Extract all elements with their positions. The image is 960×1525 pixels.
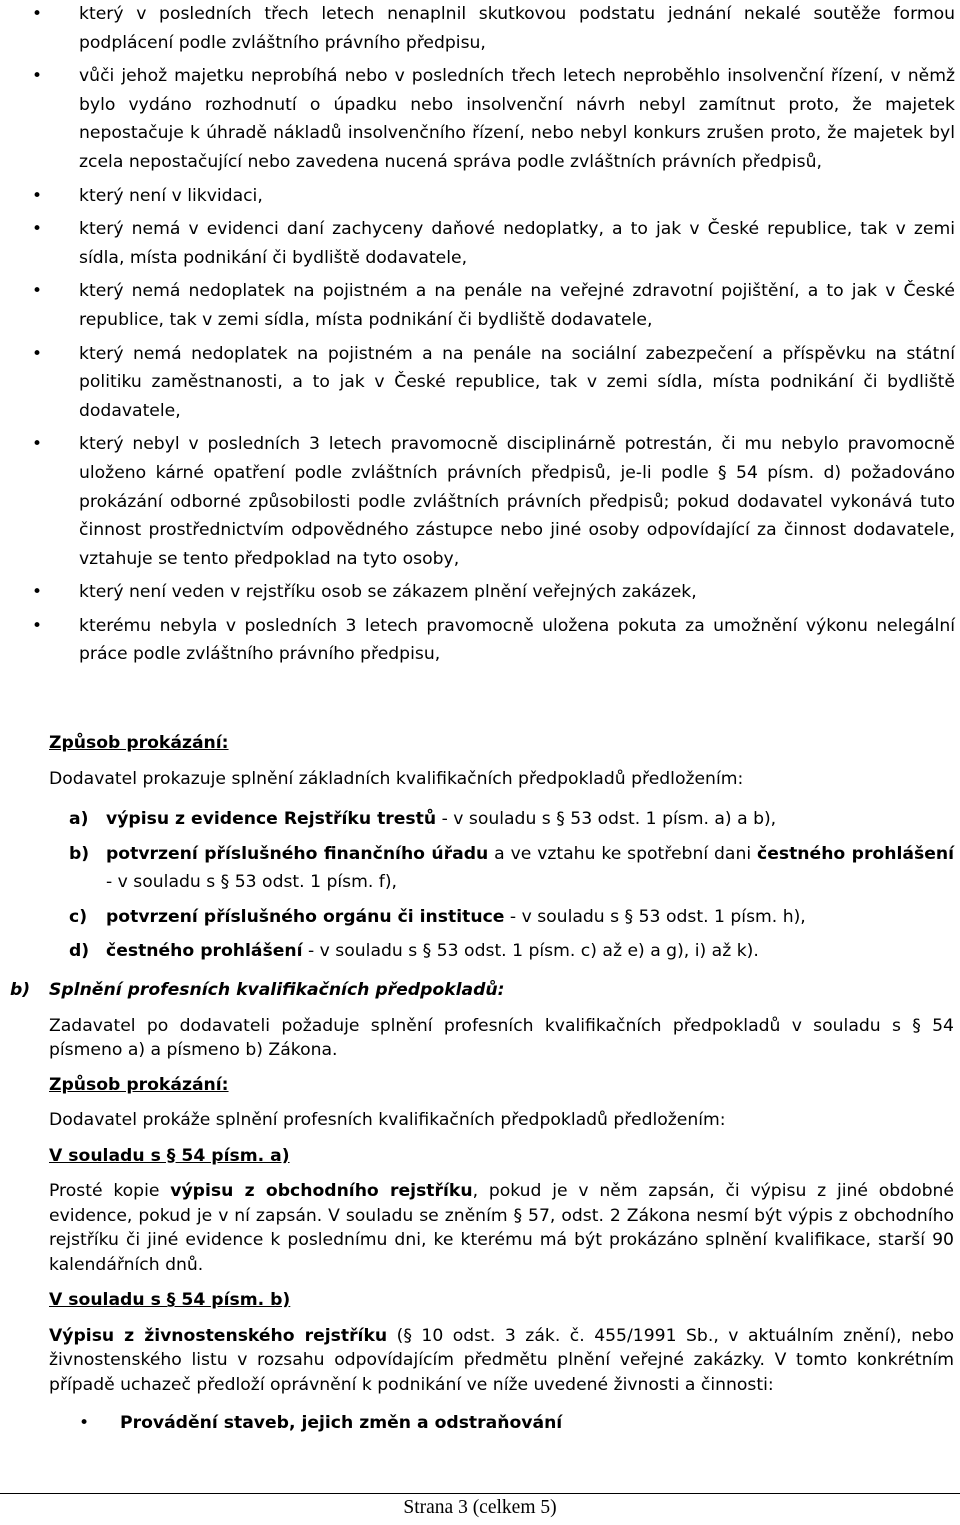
- zpusob-prokazani-text: Dodavatel prokáže splnění profesních kvalifikačních předpokladů předložením:: [49, 1110, 726, 1130]
- text-run: Prosté kopie: [49, 1181, 171, 1201]
- vypis-text: [49, 1324, 954, 1398]
- page-footer: Strana 3 (celkem 5): [403, 1497, 557, 1518]
- evidence-item-c: [49, 903, 954, 932]
- list-item: • který nemá nedoplatek na pojistném a na penále na veřejné zdravotní pojištění, a to jak v České republice, tak v zemi sídla, místa podnikání či bydliště dodavatele,: [0, 277, 960, 334]
- item-bold: potvrzení příslušného finančního úřadu: [106, 843, 489, 864]
- zpusob-prokazani-text: Dodavatel prokazuje splnění základních kvalifikačních předpokladů předložením:: [49, 768, 744, 789]
- list-item: • kterému nebyla v posledních 3 letech pravomocně uložena pokuta za umožnění výkonu nelegální práce podle zvláštního právního předpisu,: [0, 612, 960, 669]
- list-item: • který nemá v evidenci daní zachyceny daňové nedoplatky, a to jak v České republice, tak v zemi sídla, místa podnikání či bydliště dodavatele,: [0, 215, 960, 272]
- zadavatel-text: Zadavatel po dodavateli požaduje splnění profesních kvalifikačních předpokladů v souladu s § 54 písmeno a) a písmeno b) Zákona.: [49, 1015, 954, 1060]
- list-item: • který nemá nedoplatek na pojistném a na penále na sociální zabezpečení a příspěvku na státní politiku zaměstnanosti, a to jak v České republice, tak v zemi sídla, místa podnikání či bydliště dodavatele,: [0, 340, 960, 426]
- item-bold: čestného prohlášení: [757, 843, 954, 864]
- text-run: (§ 10 odst. 3 zák. č. 455/1991 Sb.: [387, 1325, 714, 1346]
- item-letter: d): [69, 941, 90, 961]
- item-bold: potvrzení příslušného orgánu či instituce: [106, 906, 505, 927]
- section-b-heading: [10, 976, 954, 1004]
- list-item: • který v posledních třech letech nenaplnil skutkovou podstatu jednání nekalé soutěže formou podplácení podle zvláštního právního předpisu,: [0, 0, 960, 57]
- item-text: a ve vztahu ke spotřební dani: [488, 843, 758, 864]
- section-title: Splnění profesních kvalifikačních předpokladů:: [49, 979, 505, 1000]
- souladu-b-heading: V souladu s § 54 písm. b): [49, 1290, 291, 1310]
- list-item: • který nebyl v posledních 3 letech pravomocně disciplinárně potrestán, či mu nebylo pravomocně uloženo kárné opatření podle zvláštních právních předpisů, je-li podle § 54 písm. d) požadováno prokázání odborné způsobilosti podle zvláštních právních předpisů; pokud dodavatel vykonává tuto činnost prostřednictvím odpovědného zástupce nebo jiné osoby odpovídající za činnost dodavatele, vztahuje se tento předpoklad na tyto osoby,: [0, 430, 960, 573]
- footer-divider: [0, 1493, 960, 1494]
- evidence-list: [49, 805, 954, 966]
- evidence-item-b: [49, 840, 954, 897]
- item-text: - v souladu s § 53 odst. 1 písm. h),: [504, 906, 806, 927]
- proste-kopie-text: [49, 1179, 954, 1277]
- text-run-bold: Výpisu z živnostenského rejstříku: [49, 1325, 388, 1346]
- item-letter: c): [69, 906, 88, 927]
- evidence-item-d: [49, 937, 954, 966]
- item-text: - v souladu s § 53 odst. 1 písm. a) a b),: [436, 809, 777, 829]
- item-text: - v souladu s § 53 odst. 1 písm. f),: [106, 872, 398, 892]
- document-body: [0, 731, 960, 1437]
- zpusob-prokazani-heading: Způsob prokázání:: [49, 1074, 229, 1095]
- criteria-list: [0, 0, 960, 674]
- item-bold: čestného prohlášení: [106, 941, 303, 961]
- list-item: • vůči jehož majetku neprobíhá nebo v posledních třech letech neproběhlo insolvenční řízení, v němž bylo vydáno rozhodnutí o úpadku nebo insolvenční návrh nebyl zamítnut proto, že majetek nepostačuje k úhradě nákladů insolvenčního řízení, nebo nebyl konkurs zrušen proto, že majetek byl zcela nepostačující nebo zavedena nucená správa podle zvláštních právních předpisů,: [0, 62, 960, 176]
- section-letter: b): [10, 979, 31, 1000]
- item-letter: b): [69, 843, 90, 864]
- list-item: • který není v likvidaci,: [0, 182, 960, 211]
- final-bullet-item: • Provádění staveb, jejich změn a odstraňování: [0, 1409, 960, 1437]
- text-run: , pokud je v něm zapsán, či výpisu z jiné obdobné evidence, pokud je v ní zapsán. V souladu se zněním § 57, odst. 2 Zákona nesmí být výpis z obchodního rejstříku či jiné evidence k poslednímu dni, ke kterému má být prokázáno splnění kvalifikace, starší 90 kalendářních dnů.: [49, 1181, 954, 1275]
- text-run-bold: výpisu z obchodního rejstříku: [170, 1181, 473, 1201]
- souladu-a-heading: V souladu s § 54 písm. a): [49, 1145, 290, 1166]
- list-item: • který není veden v rejstříku osob se zákazem plnění veřejných zakázek,: [0, 578, 960, 607]
- item-text: - v souladu s § 53 odst. 1 písm. c) až e) a g), i) až k).: [302, 941, 759, 961]
- zpusob-prokazani-heading: Způsob prokázání:: [49, 733, 229, 753]
- evidence-item-a: [49, 805, 954, 834]
- text-run: , v aktuálním znění), nebo živnostenského listu v rozsahu odpovídajícím předmětu plnění veřejné zakázky. V tomto konkrétním případě uchazeč předloží oprávnění k podnikání ve níže uvedené živnosti a činnosti:: [49, 1325, 954, 1395]
- item-bold: výpisu z evidence Rejstříku trestů: [106, 809, 437, 829]
- item-letter: a): [69, 809, 89, 829]
